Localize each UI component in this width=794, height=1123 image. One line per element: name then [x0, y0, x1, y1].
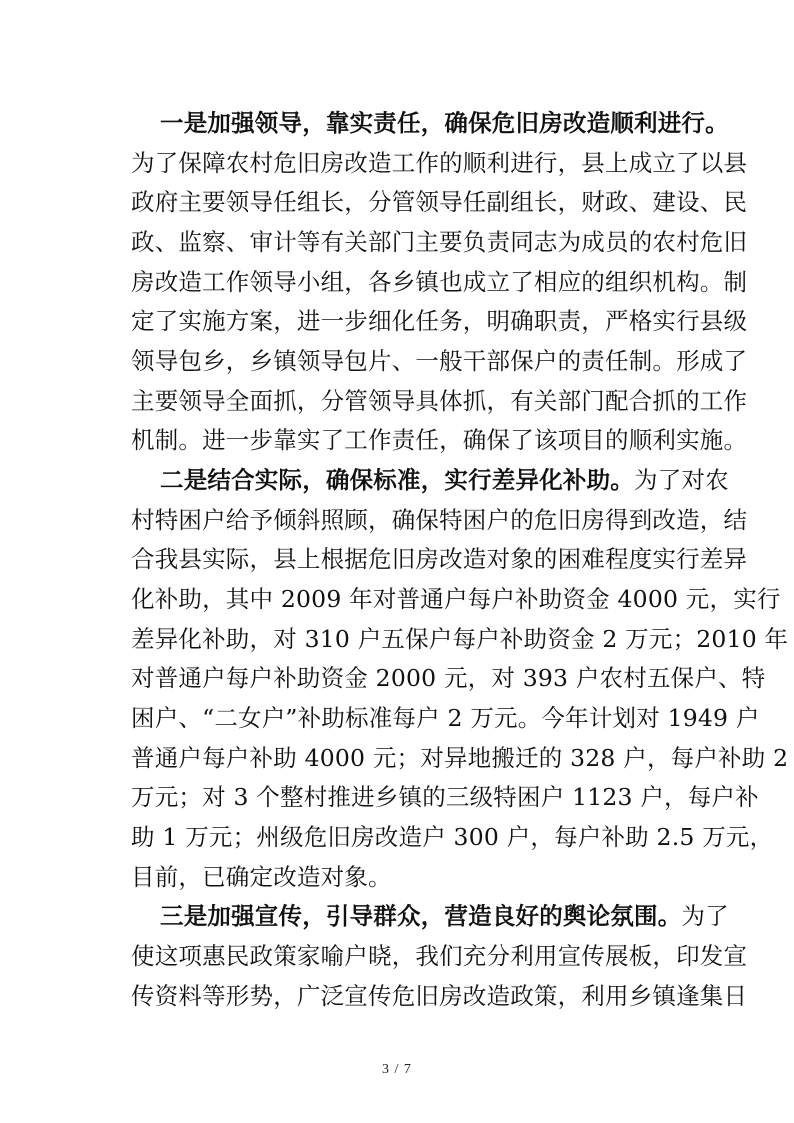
paragraph-2-line-6: 困户、“二女户”补助标准每户 2 万元。今年计划对 1949 户 — [131, 704, 760, 732]
paragraph-2-line-1: 村特困户给予倾斜照顾，确保特困户的危旧房得到改造，结 — [131, 506, 748, 534]
paragraph-2-line-9: 助 1 万元；州级危旧房改造户 300 户，每户补助 2.5 万元， — [131, 823, 774, 851]
paragraph-2-line-8: 万元；对 3 个整村推进乡镇的三级特困户 1123 户，每户补 — [131, 783, 759, 811]
paragraph-3-heading — [160, 896, 729, 936]
paragraph-3-line-1: 使这项惠民政策家喻户晓，我们充分利用宣传展板，印发宣 — [131, 942, 748, 970]
paragraph-2-line-2: 合我县实际，县上根据危旧房改造对象的困难程度实行差异 — [131, 545, 748, 573]
paragraph-1-line-4: 房改造工作领导小组，各乡镇也成立了相应的组织机构。制 — [131, 268, 748, 296]
paragraph-2-line-3: 化补助，其中 2009 年对普通户每户补助资金 4000 元，实行 — [131, 585, 781, 613]
paragraph-1-line-5: 定了实施方案，进一步细化任务，明确职责，严格实行县级 — [131, 307, 748, 335]
paragraph-3-first-rest: 为了 — [681, 902, 729, 930]
paragraph-1-lead: 一是加强领导，靠实责任，确保危旧房改造顺利进行。 — [160, 109, 729, 137]
paragraph-2-heading — [160, 460, 729, 500]
paragraph-2-first-rest: 为了对农 — [634, 466, 729, 494]
paragraph-1-line-6: 领导包乡，乡镇领导包片、一般干部保户的责任制。形成了 — [131, 347, 748, 375]
paragraph-1-line-2: 政府主要领导任组长，分管领导任副组长，财政、建设、民 — [131, 188, 748, 216]
paragraph-1-line-3: 政、监察、审计等有关部门主要负责同志为成员的农村危旧 — [131, 228, 748, 256]
paragraph-1-heading — [160, 103, 729, 143]
paragraph-1-line-7: 主要领导全面抓，分管领导具体抓，有关部门配合抓的工作 — [131, 387, 748, 415]
paragraph-2-lead: 二是结合实际，确保标准，实行差异化补助。 — [160, 466, 634, 494]
paragraph-3-line-2: 传资料等形势，广泛宣传危旧房改造政策，利用乡镇逢集日 — [131, 982, 748, 1010]
paragraph-2-line-7: 普通户每户补助 4000 元；对异地搬迁的 328 户，每户补助 2 — [131, 744, 789, 772]
paragraph-1-line-8: 机制。进一步靠实了工作责任，确保了该项目的顺利实施。 — [131, 426, 748, 454]
page-number: 3 / 7 — [382, 1062, 412, 1077]
paragraph-3-lead: 三是加强宣传，引导群众，营造良好的舆论氛围。 — [160, 902, 682, 930]
paragraph-2-line-4: 差异化补助，对 310 户五保户每户补助资金 2 万元；2010 年 — [131, 625, 789, 653]
paragraph-2-line-10: 目前，已确定改造对象。 — [131, 863, 392, 891]
paragraph-1-line-1: 为了保障农村危旧房改造工作的顺利进行，县上成立了以县 — [131, 149, 748, 177]
paragraph-2-line-5: 对普通户每户补助资金 2000 元，对 393 户农村五保户、特 — [131, 664, 766, 692]
